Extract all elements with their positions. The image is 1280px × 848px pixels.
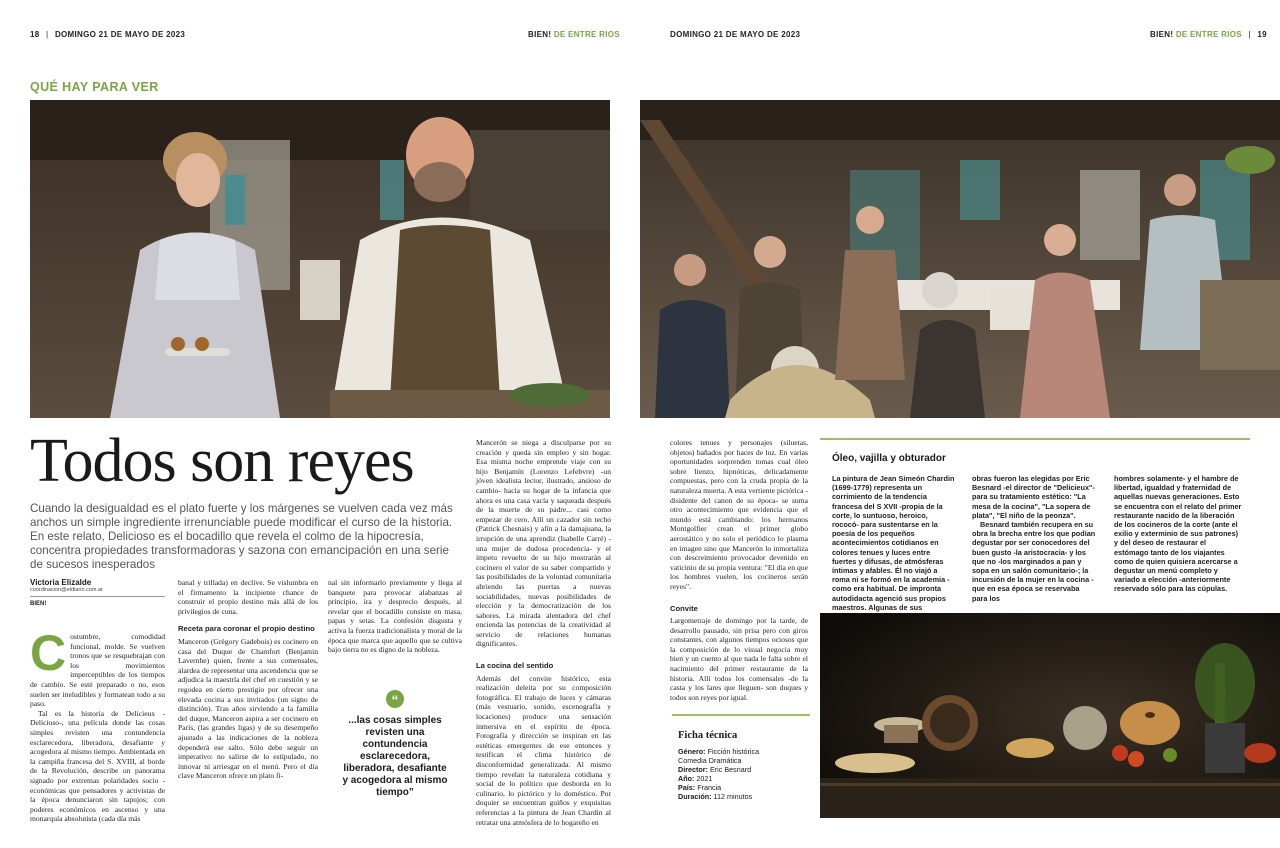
page-header-right: BIEN! DE ENTRE RIOS | 19 xyxy=(1150,30,1267,39)
box-divider xyxy=(820,438,1250,440)
subheading: Receta para coronar el propio destino xyxy=(178,624,315,634)
article-title: Todos son reyes xyxy=(30,427,414,495)
article-lead: Cuando la desigualdad es el plato fuerte y los márgenes se vuelven cada vez más anchos un simple ingrediente irrenunciable puede modificar el curso de la historia. En este relato, Delicioso es el bocadillo que revela el colmo de la hipocresía, concentra propiedades transformadoras y sazona con emancipación en una serie de sucesos inesperados xyxy=(30,502,453,571)
paragraph: Tal es la historia de Delicieux - Delicioso-, una película donde las cosas simples revisten una contundencia esclarecedora, liberadora, desafiante y acogedora al mismo tiempo. Ambientada en la campiña francesa del S. XVIII, al borde de la Revolución, describe un panorama signado por extremas polaridades socio -económicas que pensadores y activistas de la época denunciaron sin tapujos; con poderes económicos en ascenso y una monarquía absolutista (cada día más xyxy=(30,708,165,824)
tech-row-genre-2: Comedia Dramática xyxy=(678,756,742,765)
paragraph: Manceron (Grégory Gadebois) es cocinero en casa del Duque de Chamfort (Benjamin Lavernhe) quien, frente a sus comensales, alardea de representar una ascendencia que se adjudica la maestría del chef en cuestión y se regodea en cierto prestigio por ofrecer una elevada cocina a sus invitados (un signo de distinción). Tras años sirviendo a la familia del duque, Manceron aspira a ser cocinero en París, (las grandes ligas) y de su desempeño ajustado a las indicaciones de la nobleza dependerá ese salto. Sólo debe seguir un imperativo: no salirse de lo estipulado, no innovar ni arriesgar en el menú. Pero el día clave Manceron ofrece un plato fi- xyxy=(178,636,318,781)
tech-row-genre: Género: Ficción histórica xyxy=(678,747,760,756)
page-number: 19 xyxy=(1257,30,1267,39)
tech-row-country: País: Francia xyxy=(678,783,722,792)
subheading: La cocina del sentido xyxy=(476,661,554,671)
article-column-1 xyxy=(30,625,165,824)
paragraph: ostumbre, comodidad funcional, molde. Se vuelven tronos que se resquebrajan con los movimientos imperceptibles de los tiempos de cambio. Se esté preparado o no, esos suelen ser ineludibles y formatean todo a su paso. xyxy=(30,632,165,709)
section-label: QUÉ HAY PARA VER xyxy=(30,80,159,94)
film-still-photo-kitchen xyxy=(30,100,610,418)
pull-quote xyxy=(340,690,450,799)
box-column-1: La pintura de Jean Simeón Chardin (1699-1779) representa un corrimiento de la tendencia francesa del S XVII -propia de la corte, lo suntuoso, heroico, rococó- para sustentarse en la poesía de los pequeños acontecimientos cotidianos en colores tenues y luces entre fuertes y difusas, de atmósferas íntimas y afables. Él no viajó a roma ni se formó en la academia -como era habitual. De impronta autodidacta agenció sus propios maestros. Algunas de sus xyxy=(832,474,955,612)
film-still-photo-dining-room xyxy=(640,100,1280,418)
article-column-3 xyxy=(328,578,462,655)
article-column-4 xyxy=(476,438,611,827)
header-date: DOMINGO 21 DE MAYO DE 2023 xyxy=(670,30,801,39)
article-column-5 xyxy=(670,438,808,702)
brand-sub: DE ENTRE RIOS xyxy=(1175,30,1242,39)
header-date: DOMINGO 21 DE MAYO DE 2023 xyxy=(54,30,186,39)
author-email: coordinacion@eldiario.com.ar xyxy=(30,587,165,597)
page-number: 18 xyxy=(30,30,40,39)
divider xyxy=(672,714,810,716)
brand-name: BIEN! xyxy=(528,30,552,39)
header-brand-left xyxy=(528,30,620,39)
box-column-3: hombres solamente- y el hambre de libertad, igualdad y fraternidad de aquellas nuevas generaciones. Esto se encuentra con el relato del primer restaurante nacido de la liberación de los cocineros de la corte (ante el exilio y exterminio de sus patrones) y del deseo de restaurar el estómago tanto de los viajantes como de quien quisiera acercarse a degustar un menú completo y variado a elección -anteriormente reservado sólo para las cúpulas. xyxy=(1114,474,1242,594)
paragraph: Mancerón se niega a disculparse por su creación y queda sin empleo y sin hogar. Esa misma noche emprende viaje con su hijo Benjamín (Lorenzo Lefebvre) -un jóven idealista lector, ilustrado, ansioso de cambio- hacia su hogar de la infancia que ahora es una casa vacía y saqueada después de la muerte de su padre... casi como empezar de cero. Allí un cazador sin techo (Patrick Chesnais) y afín a la damajuana, la irrupción de una aprendiz (Isabelle Carré) -una mujer de dudosa procedencia- y el ímpetu revuelto de su hijo mostrarán al cocinero el valor de su saber compartido y las posibilidades de la voluntad comunitaria abriendo las puertas a nuevas sociabilidades, nuevas posibilidades de elección y la democratización de los sabores. La mirada alentadora del chef encienda las potencias de la creatividad al servicio de relaciones humanas dignificantes. xyxy=(476,438,611,649)
still-life-photo xyxy=(820,613,1280,818)
technical-sheet xyxy=(672,714,810,806)
page-header-left: 18 | DOMINGO 21 DE MAYO DE 2023 xyxy=(30,30,186,39)
tech-row-year: Año: 2021 xyxy=(678,774,713,783)
tech-row-director: Director: Eric Besnard xyxy=(678,765,752,774)
paragraph: colores tenues y personajes (siluetas, objetos) bañados por haces de luz. En varias oportunidades sorprenden tomas cual óleo sobre lienzo, hipnóticas, delicadamente compuestas, pero con la cruda propia de la naturaleza muerta. A esta vertiente pictórica -disidente del canon de su época- se suma otro acontecimiento que evidencia que el mundo está cambiando: los hermanos Montgolfier crean el primer globo aerostático y no solo el periódico lo plasma en imagen sino que Mancerón lo inmortaliza con descreimiento provocador devenido en vaticinio de su propia ventura: "El día en que los hombres vuelen, los cocineros serán reyes". xyxy=(670,438,808,591)
brand-name: BIEN! xyxy=(1150,30,1174,39)
subheading: Convite xyxy=(670,603,698,613)
brand-sub: DE ENTRE RIOS xyxy=(553,30,620,39)
quote-mark-icon: “ xyxy=(386,690,404,708)
paragraph: Además del convite histórico, esta realización deleita por su composición fotográfica. El trabajo de luces y cámaras (más vestuario, sonido, escenografía y locaciones) produce una sensación inmersiva en el espíritu de época. Fotografía y dirección se inspiran en las estéticas emergentes de ese entonces y testifican el clima histórico de disconformidad generalizada. Al mismo tiempo revelan la naturaleza cotidiana y social de lo político que desborda en lo culinario, lo pictórico y lo doméstico. Por doquier se encuentran guiños y exquisitas referencias a la pintura de Jean Chardin al retratar una atmósfera de lo hogareño en xyxy=(476,673,611,827)
pull-quote-text: ...las cosas simples revisten una contundencia esclarecedora, liberadora, desafiante y acogedora al mismo tiempo” xyxy=(342,715,448,798)
paragraph: Largometraje de domingo por la tarde, de desarrollo pausado, sin prisa pero con giros constantes, con algunos tiempos ociosos que la composición de lo visual negocia muy bien y un cuento al que nada le falta sobre el nacimiento del primer restaurante de la historia. Allí todos los comensales -de la casta y los lares que lleguen- son duques y todos son reyes por igual. xyxy=(670,616,808,702)
paragraph: banal y trillada) en declive. Se vislumbra en el firmamento la incipiente chance de construir el propio destino más allá de los privilegios de cuna. xyxy=(178,578,318,616)
drop-cap: C xyxy=(30,625,67,681)
paragraph: nal sin informarlo previamente y llega al banquete para provocar alabanzas al principio, ira y desprecio después, al revelar que el bocadillo consiste en masa, papas y setas. La confesión disgusta y activa la fuerza tradicionalista y moral de la época que marca que aquello que se cultiva bajo tierra no es digno de la nobleza. xyxy=(328,578,462,655)
article-column-2 xyxy=(178,578,318,781)
byline-brand: BIEN! xyxy=(30,601,47,607)
box-title: Óleo, vajilla y obturador xyxy=(832,453,946,464)
tech-row-duration: Duración: 112 minutos xyxy=(678,792,753,801)
byline xyxy=(30,578,165,607)
box-column-2: obras fueron las elegidas por Eric Besnard -el director de "Delicieux"- para su tratamiento estético: "La mesa de la cocina", "La sopera de plata", "El niño de la peonza". Besnard también recupera en su obra la brecha entre los que podían degustar por ser conocedores del buen gusto -la aristocracia- y los que no -los marginados a pan y sopa en un salón comunitario-; la incursión de la mujer en la cocina -que en esa época se reservaba para los xyxy=(972,474,1096,603)
header-date-right xyxy=(670,30,800,39)
technical-sheet-title: Ficha técnica xyxy=(678,730,738,741)
author-name: Victoria Elizalde xyxy=(30,578,92,587)
